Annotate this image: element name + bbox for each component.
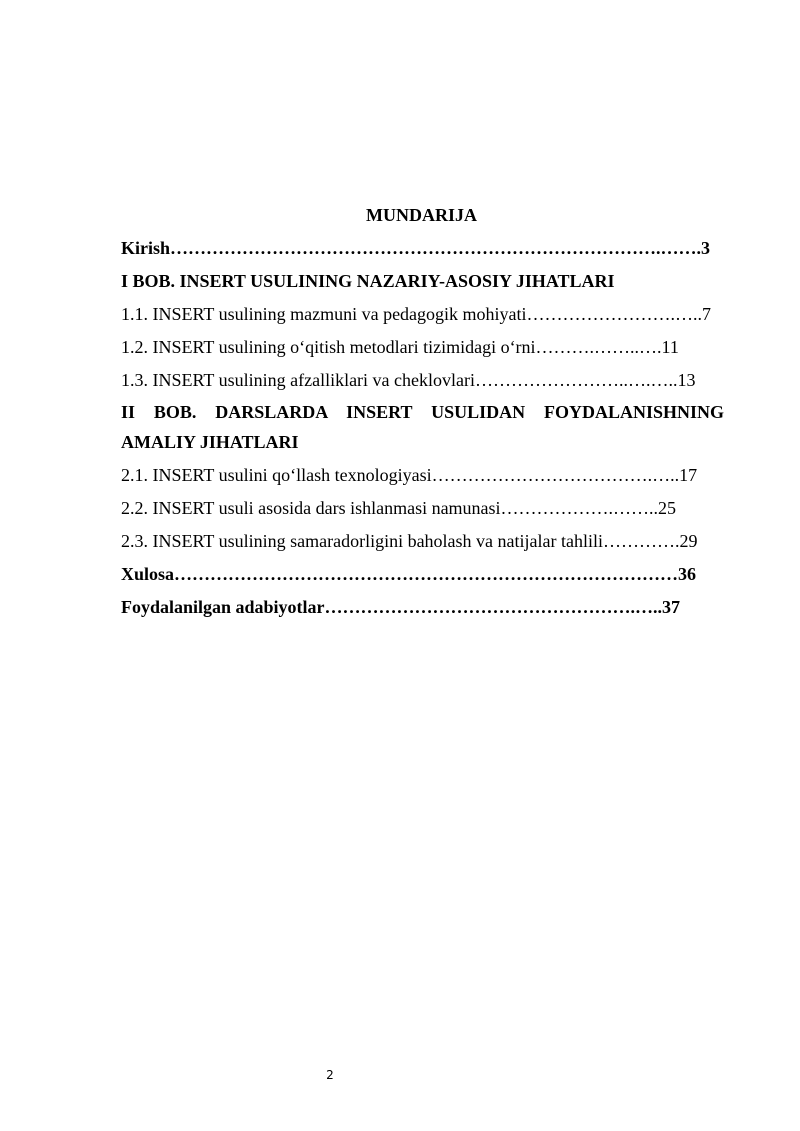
page-number: 2 [326,1068,334,1082]
toc-chapter-2-line-1: II BOB. DARSLARDA INSERT USULIDAN FOYDALANISHNING [121,402,724,422]
toc-chapter-1: I BOB. INSERT USULINING NAZARIY-ASOSIY JIHATLARI [121,271,615,291]
page-title: MUNDARIJA [366,205,477,225]
toc-entry-conclusion: Xulosa…………………………………………………………………………36 [121,564,697,584]
toc-entry-1-1: 1.1. INSERT usulining mazmuni va pedagogik mohiyati…………………….…..7 [121,304,712,324]
toc-chapter-2-line-2: AMALIY JIHATLARI [121,432,299,452]
toc-entry-2-1: 2.1. INSERT usulini qo‘llash texnologiyasi……………………………….…..17 [121,465,698,485]
toc-entry-1-3: 1.3. INSERT usulining afzalliklari va cheklovlari……………………..….…..13 [121,370,696,390]
toc-entry-references: Foydalanilgan adabiyotlar…………………………………………….…..37 [121,597,681,617]
toc-entry-intro: Kirish……………………………………………………………………….…….3 [121,238,711,258]
toc-entry-2-3: 2.3. INSERT usulining samaradorligini baholash va natijalar tahlili………….29 [121,531,698,551]
toc-entry-2-2: 2.2. INSERT usuli asosida dars ishlanmasi namunasi……………….……..25 [121,498,677,518]
toc-entry-1-2: 1.2. INSERT usulining o‘qitish metodlari tizimidagi o‘rni……….……..….11 [121,337,679,357]
